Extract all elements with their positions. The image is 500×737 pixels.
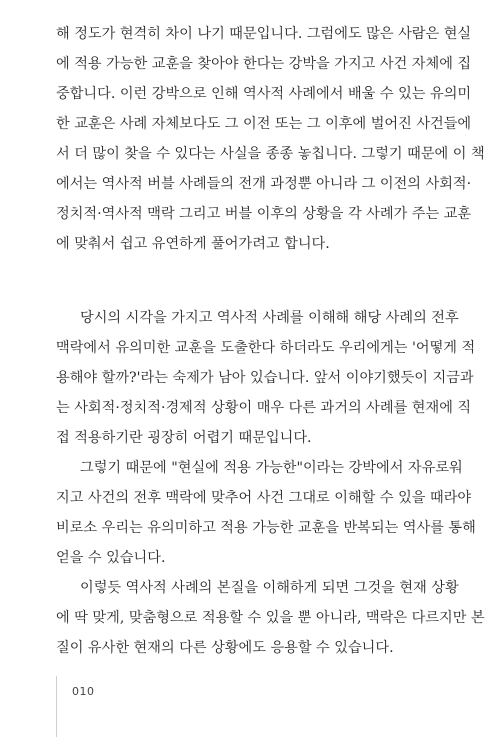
text-line: 는 사회적·정치적·경제적 상황이 매우 다른 과거의 사례를 현재에 직 [56, 400, 472, 416]
text-line: 에 적용 가능한 교훈을 찾아야 한다는 강박을 가지고 사건 자체에 집 [56, 56, 472, 72]
text-line: 비로소 우리는 유의미하고 적용 가능한 교훈을 반복되는 역사를 통해 [56, 520, 476, 536]
margin-rule [56, 676, 57, 737]
text-line: 에서는 역사적 버블 사례들의 전개 과정뿐 아니라 그 이전의 사회적· [56, 176, 472, 192]
text-line: 에 딱 맞게, 맞춤형으로 적용할 수 있을 뿐 아니라, 맥락은 다르지만 본 [56, 610, 485, 626]
text-line: 얻을 수 있습니다. [56, 550, 166, 566]
text-line: 에 맞춰서 쉽고 유연하게 풀어가려고 합니다. [56, 236, 330, 252]
text-line: 중합니다. 이런 강박으로 인해 역사적 사례에서 배울 수 있는 유의미 [56, 86, 472, 102]
text-line: 접 적용하기란 굉장히 어렵기 때문입니다. [56, 430, 312, 446]
text-line: 맥락에서 유의미한 교훈을 도출한다 하더라도 우리에게는 '어떻게 적 [56, 340, 476, 356]
text-line: 정치적·역사적 맥락 그리고 버블 이후의 상황을 각 사례가 주는 교훈 [56, 206, 472, 222]
text-line: 용해야 할까?'라는 숙제가 남아 있습니다. 앞서 이야기했듯이 지금과 [56, 370, 474, 386]
text-line: 한 교훈은 사례 자체보다도 그 이전 또는 그 이후에 벌어진 사건들에 [56, 116, 472, 132]
text-line: 그렇기 때문에 "현실에 적용 가능한"이라는 강박에서 자유로워 [80, 460, 463, 476]
text-line: 지고 사건의 전후 맥락에 맞추어 사건 그대로 이해할 수 있을 때라야 [56, 490, 472, 506]
text-line: 해 정도가 현격히 차이 나기 때문입니다. 그럼에도 많은 사람은 현실 [56, 26, 472, 42]
text-line: 당시의 시각을 가지고 역사적 사례를 이해해 해당 사례의 전후 [80, 310, 459, 326]
text-line: 질이 유사한 현재의 다른 상황에도 응용할 수 있습니다. [56, 640, 394, 656]
text-line: 서 더 많이 찾을 수 있다는 사실을 종종 놓칩니다. 그렇기 때문에 이 책 [56, 146, 485, 162]
text-line: 이렇듯 역사적 사례의 본질을 이해하게 되면 그것을 현재 상황 [80, 580, 459, 596]
page-number: 010 [72, 685, 95, 698]
